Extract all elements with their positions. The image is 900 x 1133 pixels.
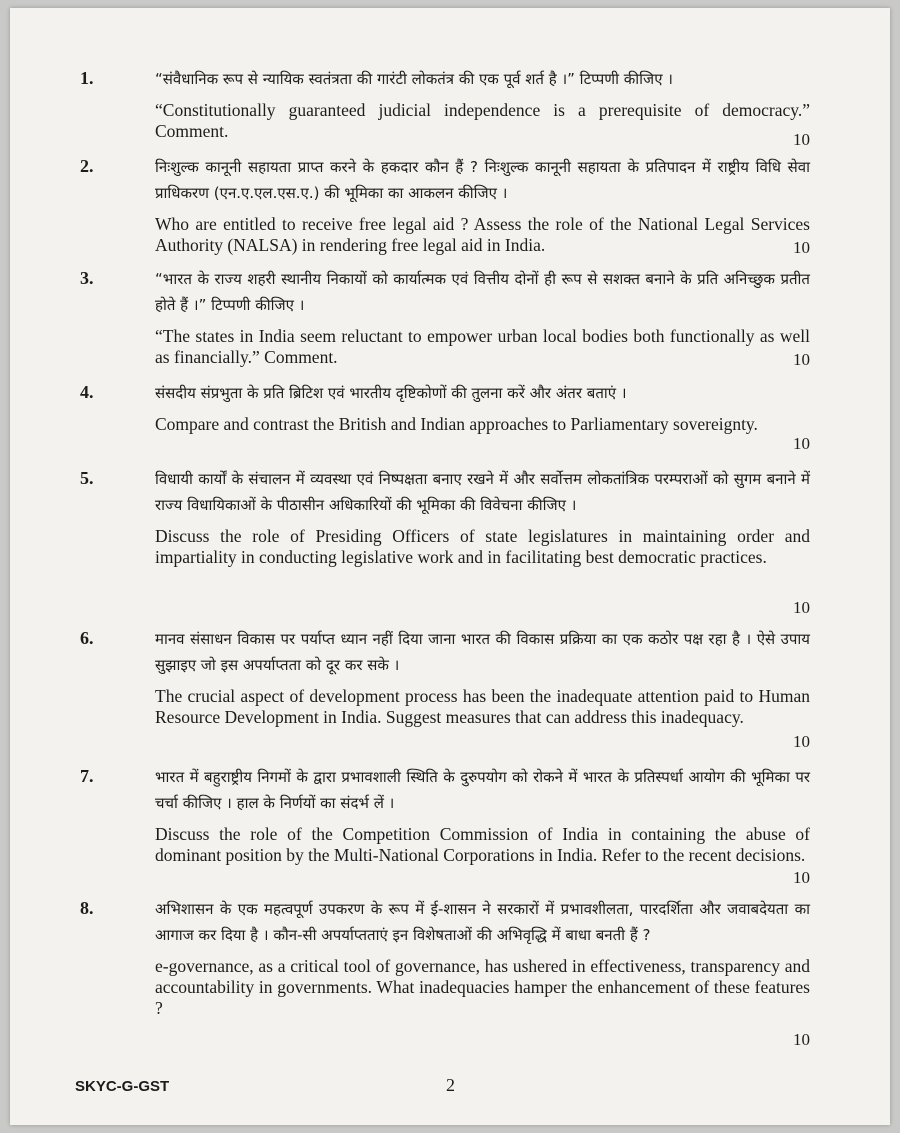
question-marks: 10 — [793, 434, 810, 453]
page-number: 2 — [446, 1075, 455, 1095]
question-hindi: मानव संसाधन विकास पर पर्याप्त ध्यान नहीं दिया जाना भारत की विकास प्रक्रिया का एक कठोर पक्ष रहा है । ऐसे उपाय सुझाइए जो इस अपर्याप्तता को दूर कर सके । — [155, 630, 810, 674]
question-hindi: “भारत के राज्य शहरी स्थानीय निकायों को कार्यात्मक एवं वित्तीय दोनों ही रूप से सशक्त बनाने के प्रति अनिच्छुक प्रतीत होते हैं ।” टिप्पणी कीजिए । — [155, 270, 810, 314]
paper-code: SKYC-G-GST — [75, 1078, 170, 1095]
question-marks: 10 — [793, 238, 810, 257]
question-english: Compare and contrast the British and Indian approaches to Parliamentary sovereignty. — [155, 414, 758, 434]
question-marks: 10 — [793, 1030, 810, 1049]
exam-page — [10, 8, 890, 1125]
question-english: “Constitutionally guaranteed judicial independence is a prerequisite of democracy.” Comment. — [155, 100, 810, 141]
question-marks: 10 — [793, 598, 810, 617]
question-number: 7. — [80, 766, 94, 786]
question-marks: 10 — [793, 732, 810, 751]
question-english: The crucial aspect of development process has been the inadequate attention paid to Human Resource Development in India. Suggest measures that can address this inadequacy. — [155, 686, 810, 727]
question-number: 3. — [80, 268, 94, 288]
question-marks: 10 — [793, 350, 810, 369]
question-english: “The states in India seem reluctant to empower urban local bodies both functionally as well as financially.” Comment. — [155, 326, 810, 367]
question-english: e-governance, as a critical tool of governance, has ushered in effectiveness, transparency and accountability in governments. What inadequacies hamper the enhancement of these features ? — [155, 956, 810, 1018]
question-number: 1. — [80, 68, 94, 88]
question-hindi: निःशुल्क कानूनी सहायता प्राप्त करने के हकदार कौन हैं ? निःशुल्क कानूनी सहायता के प्रतिपादन में राष्ट्रीय विधि सेवा प्राधिकरण (एन.ए.एल.एस.ए.) की भूमिका का आकलन कीजिए । — [155, 158, 810, 202]
question-hindi: “संवैधानिक रूप से न्यायिक स्वतंत्रता की गारंटी लोकतंत्र की एक पूर्व शर्त है ।” टिप्पणी कीजिए । — [155, 70, 673, 88]
question-english: Discuss the role of Presiding Officers of state legislatures in maintaining order and impartiality in conducting legislative work and in facilitating best democratic practices. — [155, 526, 810, 567]
question-number: 2. — [80, 156, 94, 176]
question-number: 4. — [80, 382, 94, 402]
question-number: 8. — [80, 898, 94, 918]
question-marks: 10 — [793, 130, 810, 149]
question-hindi: भारत में बहुराष्ट्रीय निगमों के द्वारा प्रभावशाली स्थिति के दुरुपयोग को रोकने में भारत के प्रतिस्पर्धा आयोग की भूमिका पर चर्चा कीजिए । हाल के निर्णयों का संदर्भ लें । — [155, 768, 810, 812]
question-number: 5. — [80, 468, 94, 488]
question-english: Discuss the role of the Competition Commission of India in containing the abuse of dominant position by the Multi-National Corporations in India. Refer to the recent decisions. — [155, 824, 810, 865]
question-marks: 10 — [793, 868, 810, 887]
question-hindi: संसदीय संप्रभुता के प्रति ब्रिटिश एवं भारतीय दृष्टिकोणों की तुलना करें और अंतर बताएं । — [155, 384, 627, 402]
question-english: Who are entitled to receive free legal aid ? Assess the role of the National Legal Services Authority (NALSA) in rendering free legal aid in India. — [155, 214, 810, 255]
question-hindi: विधायी कार्यों के संचालन में व्यवस्था एवं निष्पक्षता बनाए रखने में और सर्वोत्तम लोकतांत्रिक परम्पराओं को सुगम बनाने में राज्य विधायिकाओं के पीठासीन अधिकारियों की भूमिका की विवेचना कीजिए । — [155, 470, 810, 514]
question-number: 6. — [80, 628, 94, 648]
question-hindi: अभिशासन के एक महत्वपूर्ण उपकरण के रूप में ई-शासन ने सरकारों में प्रभावशीलता, पारदर्शिता और जवाबदेयता का आगाज कर दिया है । कौन-सी अपर्याप्तताएं इन विशेषताओं की अभिवृद्धि में बाधा बनती हैं ? — [155, 900, 810, 944]
